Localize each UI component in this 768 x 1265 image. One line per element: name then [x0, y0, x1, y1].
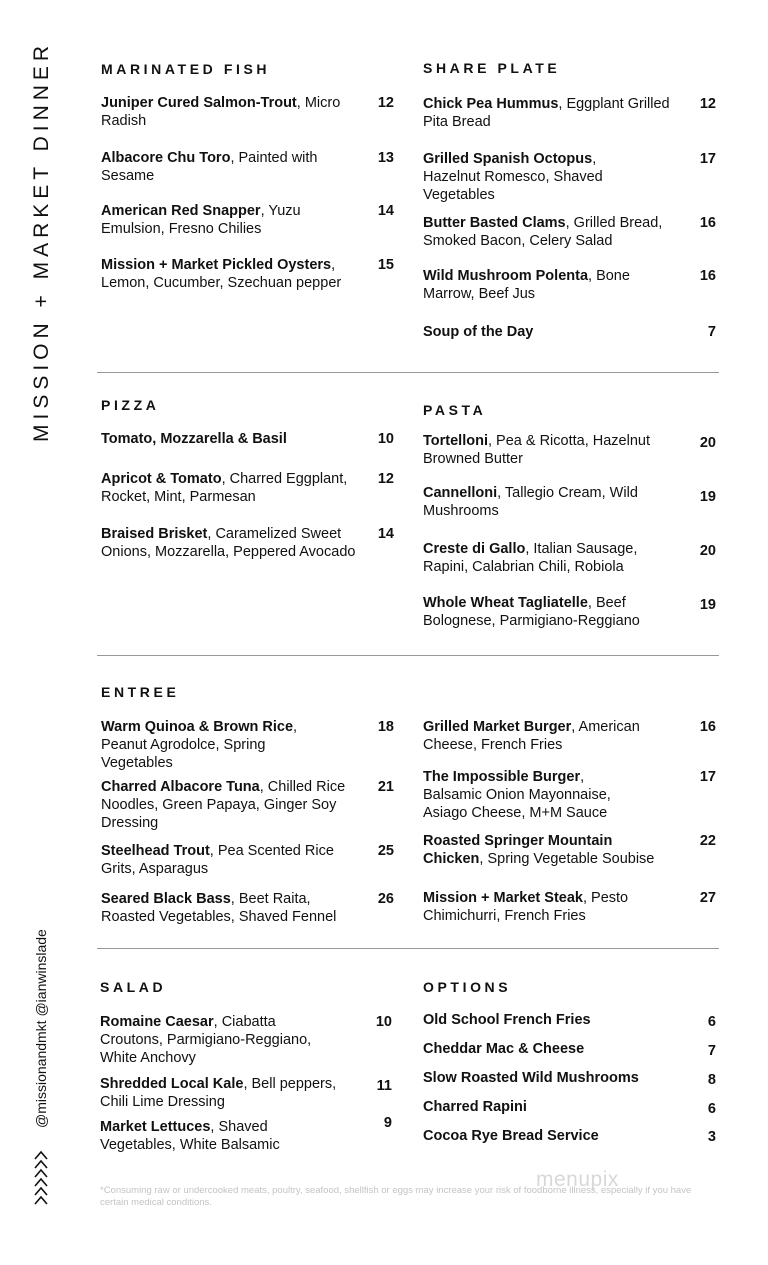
- menu-item: [101, 94, 394, 130]
- item-description: , Tallegio Cream, Wild Mushrooms: [423, 485, 638, 519]
- item-description: , Pea Scented Rice Grits, Asparagus: [101, 843, 334, 877]
- item-name: Grilled Spanish Octopus: [423, 151, 593, 167]
- item-description: , Charred Eggplant, Rocket, Mint, Parmesan: [101, 471, 348, 505]
- chevron-stack-icon: [34, 1150, 48, 1210]
- section-heading: PIZZA: [101, 397, 160, 413]
- item-name: Old School French Fries: [423, 1012, 591, 1028]
- item-name: Apricot & Tomato: [101, 471, 222, 487]
- section-heading: ENTREE: [101, 684, 180, 700]
- item-name: Creste di Gallo: [423, 541, 526, 557]
- section-heading: PASTA: [423, 402, 487, 418]
- item-price: 16: [699, 268, 716, 284]
- item-name: Albacore Chu Toro: [101, 150, 231, 166]
- section-pizza: [101, 396, 394, 596]
- menu-item: [101, 430, 394, 448]
- item-description: , Beef Bolognese, Parmigiano-Reggiano: [423, 595, 640, 629]
- divider: [97, 655, 719, 656]
- item-name: Juniper Cured Salmon-Trout: [101, 95, 297, 111]
- social-handles: @missionandmkt @ianwinslade: [33, 929, 49, 1128]
- footnote: *Consuming raw or undercooked meats, poultry, seafood, shellfish or eggs may increase your risk of foodborne illness, especially if you have certain medical conditions.: [100, 1185, 692, 1208]
- item-name: Mission + Market Steak: [423, 890, 583, 906]
- item-name: Tomato, Mozzarella & Basil: [101, 431, 287, 447]
- menu-item: [423, 432, 716, 468]
- item-price: 8: [707, 1072, 716, 1088]
- item-price: 13: [377, 150, 394, 166]
- section-salad: [100, 978, 392, 1168]
- menu-item: [423, 718, 716, 754]
- item-price: 16: [699, 215, 716, 231]
- item-price: 16: [699, 719, 716, 735]
- item-description: , Peanut Agrodolce, Spring Vegetables: [101, 719, 298, 771]
- menu-item: [423, 832, 716, 868]
- item-price: 14: [377, 203, 394, 219]
- item-name: Cocoa Rye Bread Service: [423, 1128, 599, 1144]
- menu-item: [423, 1040, 716, 1058]
- item-name: Steelhead Trout: [101, 843, 210, 859]
- item-price: 15: [377, 257, 394, 273]
- menu-item: [423, 889, 716, 925]
- menu-item: [101, 149, 394, 185]
- menu-item: [100, 1115, 392, 1154]
- menu-item: [423, 594, 716, 630]
- item-name: Shredded Local Kale: [100, 1076, 244, 1092]
- section-entree: [101, 683, 394, 933]
- item-description: , Beet Raita, Roasted Vegetables, Shaved Fennel: [101, 891, 337, 925]
- item-name: Mission + Market Pickled Oysters: [101, 257, 332, 273]
- section-entree-continued: [423, 718, 716, 933]
- item-description: , Yuzu Emulsion, Fresno Chilies: [101, 203, 301, 237]
- menu-item: [101, 470, 394, 506]
- menu-item: [101, 778, 394, 832]
- menu-item: [423, 1069, 716, 1087]
- menu-item: [423, 1127, 716, 1145]
- item-description: , Painted with Sesame: [101, 150, 318, 184]
- menu-item: [423, 484, 716, 520]
- item-name: Tortelloni: [423, 433, 488, 449]
- menu-item: [101, 890, 394, 926]
- item-price: 7: [707, 324, 716, 340]
- item-description: , American Cheese, French Fries: [423, 719, 640, 753]
- menu-item: [423, 768, 716, 822]
- item-description: , Hazelnut Romesco, Shaved Vegetables: [423, 151, 603, 203]
- item-description: , Caramelized Sweet Onions, Mozzarella, Peppered Avocado: [101, 526, 356, 560]
- item-price: 20: [699, 435, 716, 451]
- menu-item: [423, 214, 716, 250]
- item-name: Whole Wheat Tagliatelle: [423, 595, 588, 611]
- item-price: 19: [699, 489, 716, 505]
- item-description: , Eggplant Grilled Pita Bread: [423, 96, 670, 130]
- item-price: 10: [377, 431, 394, 447]
- watermark: menupix: [536, 1168, 619, 1191]
- menu-item: [423, 95, 716, 131]
- item-name: Butter Basted Clams: [423, 215, 566, 231]
- menu-item: [101, 718, 394, 772]
- item-description: , Italian Sausage, Rapini, Calabrian Chili, Robiola: [423, 541, 638, 575]
- item-price: 6: [707, 1101, 716, 1117]
- item-price: 14: [377, 526, 394, 542]
- side-title: MISSION + MARKET DINNER: [30, 40, 53, 442]
- item-price: 12: [377, 471, 394, 487]
- menu-item: [101, 202, 394, 238]
- item-price: 10: [375, 1014, 392, 1030]
- item-price: 11: [376, 1078, 392, 1094]
- item-price: 17: [699, 151, 716, 167]
- item-description: , Micro Radish: [101, 95, 341, 129]
- item-description: , Bell peppers, Chili Lime Dressing: [100, 1076, 337, 1110]
- item-price: 25: [377, 843, 394, 859]
- menu-item: [423, 323, 716, 341]
- item-price: 6: [707, 1014, 716, 1030]
- item-name: Braised Brisket: [101, 526, 208, 542]
- menu-item: [423, 267, 716, 303]
- item-description: , Pesto Chimichurri, French Fries: [423, 890, 629, 924]
- divider: [97, 372, 719, 373]
- item-description: , Grilled Bread, Smoked Bacon, Celery Salad: [423, 215, 663, 249]
- item-price: 12: [377, 95, 394, 111]
- item-price: 19: [699, 597, 716, 613]
- item-name: Cannelloni: [423, 485, 498, 501]
- item-description: , Balsamic Onion Mayonnaise, Asiago Cheese, M+M Sauce: [423, 769, 611, 821]
- item-name: American Red Snapper: [101, 203, 261, 219]
- menu-item: [101, 842, 394, 878]
- item-price: 17: [699, 769, 716, 785]
- section-pasta: [423, 401, 716, 641]
- item-name: Slow Roasted Wild Mushrooms: [423, 1070, 639, 1086]
- item-name: Charred Rapini: [423, 1099, 527, 1115]
- item-name: Market Lettuces: [100, 1119, 211, 1135]
- item-name: Chick Pea Hummus: [423, 96, 559, 112]
- menu-item: [101, 525, 394, 561]
- menu-item: [101, 256, 394, 292]
- item-price: 3: [707, 1129, 716, 1145]
- menu-item: [423, 1011, 716, 1029]
- item-name: Romaine Caesar: [100, 1014, 214, 1030]
- item-description: , Ciabatta Croutons, Parmigiano-Reggiano, White Anchovy: [100, 1014, 312, 1066]
- item-name: Cheddar Mac & Cheese: [423, 1041, 585, 1057]
- item-price: 18: [377, 719, 394, 735]
- item-name: Soup of the Day: [423, 324, 534, 340]
- item-description: , Shaved Vegetables, White Balsamic: [100, 1119, 280, 1153]
- item-price: 27: [699, 890, 716, 906]
- item-price: 7: [707, 1043, 716, 1059]
- item-description: , Chilled Rice Noodles, Green Papaya, Ginger Soy Dressing: [101, 779, 346, 831]
- item-price: 9: [383, 1115, 392, 1131]
- item-name: The Impossible Burger: [423, 769, 581, 785]
- item-name: Grilled Market Burger: [423, 719, 572, 735]
- item-price: 20: [699, 543, 716, 559]
- menu-item: [423, 1098, 716, 1116]
- item-name: Charred Albacore Tuna: [101, 779, 260, 795]
- section-heading: MARINATED FISH: [101, 61, 271, 77]
- item-description: , Pea & Ricotta, Hazelnut Browned Butter: [423, 433, 650, 467]
- section-heading: OPTIONS: [423, 979, 512, 995]
- menu-item: [100, 1075, 392, 1111]
- section-marinated-fish: [101, 60, 394, 320]
- section-heading: SHARE PLATE: [423, 60, 561, 76]
- section-options: [423, 978, 716, 1148]
- menu-item: [423, 540, 716, 576]
- menu-item: [100, 1013, 392, 1067]
- item-name: Wild Mushroom Polenta: [423, 268, 589, 284]
- item-name: Warm Quinoa & Brown Rice: [101, 719, 294, 735]
- menu-item: [423, 150, 716, 204]
- item-name: Seared Black Bass: [101, 891, 231, 907]
- item-name: Roasted Springer Mountain Chicken: [423, 833, 613, 867]
- section-heading: SALAD: [100, 979, 167, 995]
- section-share-plate: [423, 59, 716, 349]
- item-price: 12: [699, 96, 716, 112]
- item-price: 21: [377, 779, 394, 795]
- item-description: , Lemon, Cucumber, Szechuan pepper: [101, 257, 342, 291]
- item-price: 22: [699, 833, 716, 849]
- item-price: 26: [377, 891, 394, 907]
- item-description: , Bone Marrow, Beef Jus: [423, 268, 630, 302]
- item-description: , Spring Vegetable Soubise: [479, 851, 655, 867]
- divider: [97, 948, 719, 949]
